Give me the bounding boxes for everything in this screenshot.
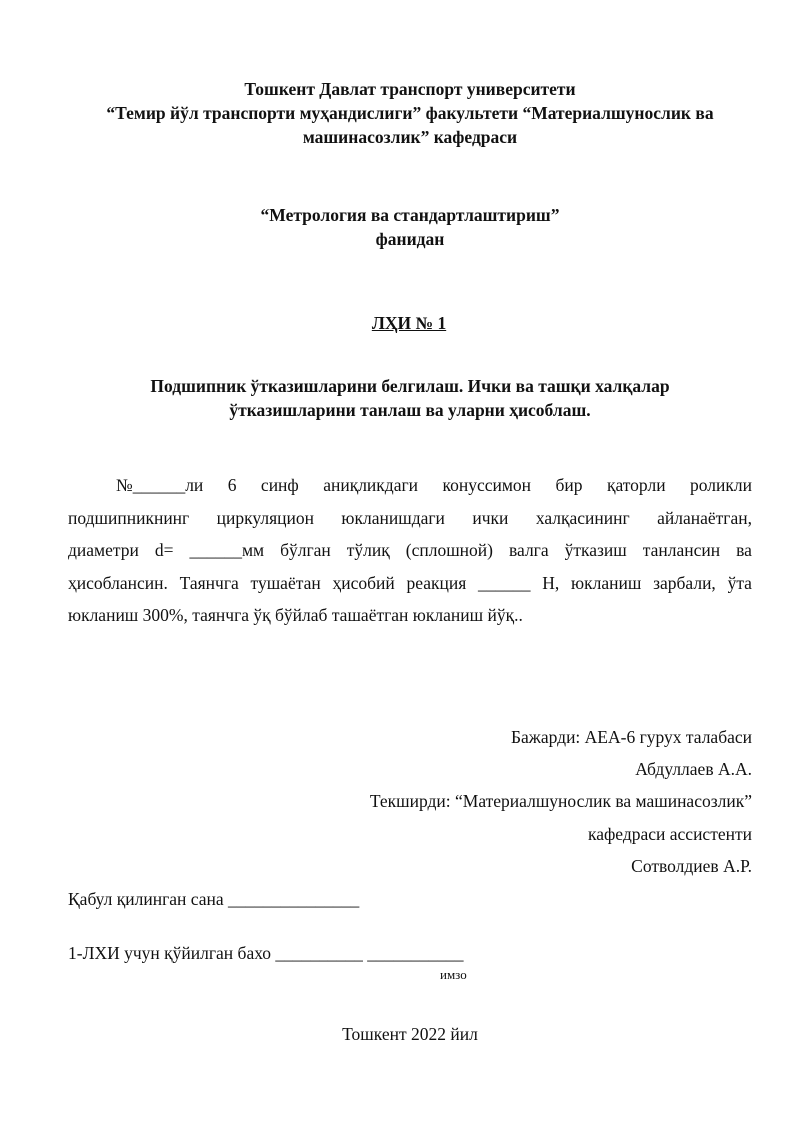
done-by-label: Бажарди: АЕА-6 гурух талабаси <box>510 727 752 747</box>
task-word: синф <box>260 475 299 495</box>
task-word: циркуляцион <box>216 507 314 528</box>
task-word: диаметри <box>68 540 139 560</box>
university-header <box>60 77 760 149</box>
task-word: бир <box>555 475 583 495</box>
task-word: ______ <box>478 572 531 593</box>
grade-line: 1-ЛХИ учун қўйилган бахо __________ ___________ <box>68 943 464 963</box>
task-line-3 <box>68 534 752 567</box>
task-word: d= <box>154 540 174 560</box>
lab-title: ЛҲИ № 1 <box>371 313 447 333</box>
task-word: Таянчга <box>179 572 239 593</box>
task-word: №______ли <box>116 475 204 495</box>
task-word: конуссимон <box>442 475 532 495</box>
topic-line-1: Подшипник ўтказишларини белгилаш. Ички ва ташқи халқалар <box>150 376 670 396</box>
subject-name: “Метрология ва стандартлаштириш” <box>260 205 560 225</box>
topic-block <box>60 374 760 422</box>
university-name: Тошкент Давлат транспорт университети <box>244 79 576 99</box>
task-word: ва <box>736 540 752 560</box>
checker-name: Сотволдиев А.Р. <box>631 856 752 876</box>
task-word: роликли <box>690 475 752 495</box>
task-line-1 <box>68 469 752 502</box>
checker-position: кафедраси ассистенти <box>587 824 752 844</box>
checked-by-label: Текширди: “Материалшунослик ва машинасозлик” <box>369 791 752 811</box>
signature-label: имзо <box>440 967 467 982</box>
task-word: подшипникнинг <box>68 507 190 528</box>
faculty-line: “Темир йўл транспорти муҳандислиги” факультети “Материалшунослик ва <box>106 103 714 123</box>
accepted-date-line: Қабул қилинган сана _______________ <box>68 889 360 909</box>
subject-suffix: фанидан <box>375 229 445 249</box>
student-name: Абдуллаев А.А. <box>635 759 752 779</box>
city-year: Тошкент 2022 йил <box>342 1024 478 1044</box>
task-word: реакция <box>406 572 467 593</box>
task-word: ______мм <box>189 540 265 560</box>
task-word: бўлган <box>280 540 331 560</box>
task-word: тўлиқ <box>346 540 390 560</box>
task-word: танлансин <box>642 540 721 560</box>
task-line-4 <box>68 567 752 600</box>
department-line: машинасозлик” кафедраси <box>302 127 518 147</box>
task-word: аниқликдаги <box>323 475 419 495</box>
topic-line-2: ўтказишларини танлаш ва уларни ҳисоблаш. <box>229 400 591 420</box>
task-word: ҳисоблансин. <box>68 572 168 593</box>
task-word: тушаётан <box>250 572 321 593</box>
task-word: ҳисобий <box>332 572 395 593</box>
subject-block <box>60 203 760 251</box>
task-word: халқасининг <box>535 507 630 528</box>
task-word: зарбали, <box>653 572 716 593</box>
task-word: юкланиш <box>571 572 642 593</box>
task-word: 6 <box>227 475 237 495</box>
task-word: (сплошной) <box>405 540 493 560</box>
task-paragraph <box>68 469 752 632</box>
task-line-2 <box>68 502 752 535</box>
task-word: айланаётган, <box>657 507 752 528</box>
task-word: юкланишдаги <box>341 507 445 528</box>
task-line-5: юкланиш 300%, таянчга ўқ бўйлаб ташаётган юкланиш йўқ.. <box>68 605 523 625</box>
task-word: қаторли <box>606 475 666 495</box>
task-word: ички <box>472 507 509 528</box>
task-word: валга <box>508 540 549 560</box>
task-word: ўта <box>727 572 752 593</box>
task-word: Н, <box>542 572 560 593</box>
task-word: ўтказиш <box>564 540 627 560</box>
